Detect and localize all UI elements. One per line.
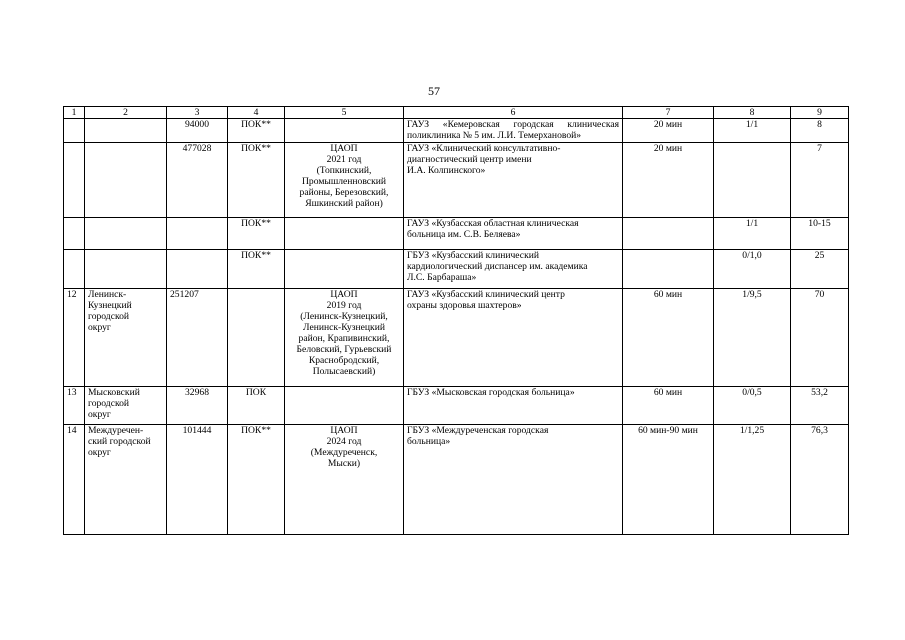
district-cell: Междуречен- ский городской округ xyxy=(85,425,167,535)
header-cell: 2 xyxy=(85,107,167,119)
value-cell: 53,2 xyxy=(791,387,849,425)
type-cell: ПОК xyxy=(228,387,285,425)
population-cell: 94000 xyxy=(167,119,228,143)
type-cell: ПОК** xyxy=(228,425,285,535)
header-cell: 1 xyxy=(64,107,85,119)
header-cell: 4 xyxy=(228,107,285,119)
table-row xyxy=(64,218,849,250)
ratio-cell xyxy=(714,143,791,218)
value-cell: 76,3 xyxy=(791,425,849,535)
time-cell: 60 мин xyxy=(623,289,714,387)
table-row xyxy=(64,289,849,387)
organization-cell: ГАУЗ «Кузбасская областная клиническая больница им. С.В. Беляева» xyxy=(404,218,623,250)
center-cell xyxy=(285,119,404,143)
time-cell: 20 мин xyxy=(623,143,714,218)
header-cell: 3 xyxy=(167,107,228,119)
time-cell xyxy=(623,218,714,250)
center-cell xyxy=(285,218,404,250)
value-cell: 25 xyxy=(791,250,849,289)
row-number-cell xyxy=(64,143,85,218)
table-row xyxy=(64,119,849,143)
organization-cell: ГБУЗ «Кузбасский клинический кардиологический диспансер им. академика Л.С. Барбараша» xyxy=(404,250,623,289)
organization-cell: ГБУЗ «Междуреченская городская больница» xyxy=(404,425,623,535)
row-number-cell: 14 xyxy=(64,425,85,535)
type-cell xyxy=(228,289,285,387)
district-cell: Мысковский городской округ xyxy=(85,387,167,425)
row-number-cell: 12 xyxy=(64,289,85,387)
district-cell xyxy=(85,143,167,218)
table-row xyxy=(64,250,849,289)
time-cell: 60 мин-90 мин xyxy=(623,425,714,535)
header-cell: 7 xyxy=(623,107,714,119)
table-row xyxy=(64,143,849,218)
row-number-cell xyxy=(64,250,85,289)
table-row xyxy=(64,425,849,535)
organization-cell: ГАУЗ «Кузбасский клинический центр охраны здоровья шахтеров» xyxy=(404,289,623,387)
ratio-cell: 1/9,5 xyxy=(714,289,791,387)
center-cell: ЦАОП 2024 год (Междуреченск, Мыски) xyxy=(285,425,404,535)
center-cell: ЦАОП 2019 год (Ленинск-Кузнецкий, Ленинск-Кузнецкий район, Крапивинский, Беловский, Гурьевский Краснобродский, Полысаевский) xyxy=(285,289,404,387)
header-cell: 5 xyxy=(285,107,404,119)
row-number-cell xyxy=(64,119,85,143)
ratio-cell: 1/1 xyxy=(714,218,791,250)
district-cell xyxy=(85,218,167,250)
population-cell: 251207 xyxy=(167,289,228,387)
medical-organizations-table xyxy=(63,106,849,535)
time-cell xyxy=(623,250,714,289)
organization-cell: ГАУЗ «Клинический консультативно- диагностический центр имени И.А. Колпинского» xyxy=(404,143,623,218)
value-cell: 8 xyxy=(791,119,849,143)
center-cell xyxy=(285,250,404,289)
district-cell xyxy=(85,119,167,143)
value-cell: 10-15 xyxy=(791,218,849,250)
population-cell: 477028 xyxy=(167,143,228,218)
table-row xyxy=(64,387,849,425)
row-number-cell xyxy=(64,218,85,250)
organization-cell: ГБУЗ «Мысковская городская больница» xyxy=(404,387,623,425)
time-cell: 20 мин xyxy=(623,119,714,143)
district-cell xyxy=(85,250,167,289)
page-number: 57 xyxy=(428,84,440,98)
type-cell: ПОК** xyxy=(228,119,285,143)
table-header-row xyxy=(64,107,849,119)
center-cell xyxy=(285,387,404,425)
ratio-cell: 1/1,25 xyxy=(714,425,791,535)
ratio-cell: 0/0,5 xyxy=(714,387,791,425)
type-cell: ПОК** xyxy=(228,250,285,289)
population-cell xyxy=(167,218,228,250)
time-cell: 60 мин xyxy=(623,387,714,425)
district-cell: Ленинск- Кузнецкий городской округ xyxy=(85,289,167,387)
value-cell: 70 xyxy=(791,289,849,387)
organization-cell: ГАУЗ «Кемеровская городская клиническая поликлиника № 5 им. Л.И. Темерхановой» xyxy=(404,119,623,143)
population-cell: 101444 xyxy=(167,425,228,535)
center-cell: ЦАОП 2021 год (Топкинский, Промышленновский районы, Березовский, Яшкинский район) xyxy=(285,143,404,218)
row-number-cell: 13 xyxy=(64,387,85,425)
type-cell: ПОК** xyxy=(228,143,285,218)
population-cell: 32968 xyxy=(167,387,228,425)
header-cell: 8 xyxy=(714,107,791,119)
ratio-cell: 1/1 xyxy=(714,119,791,143)
value-cell: 7 xyxy=(791,143,849,218)
header-cell: 6 xyxy=(404,107,623,119)
population-cell xyxy=(167,250,228,289)
ratio-cell: 0/1,0 xyxy=(714,250,791,289)
type-cell: ПОК** xyxy=(228,218,285,250)
header-cell: 9 xyxy=(791,107,849,119)
